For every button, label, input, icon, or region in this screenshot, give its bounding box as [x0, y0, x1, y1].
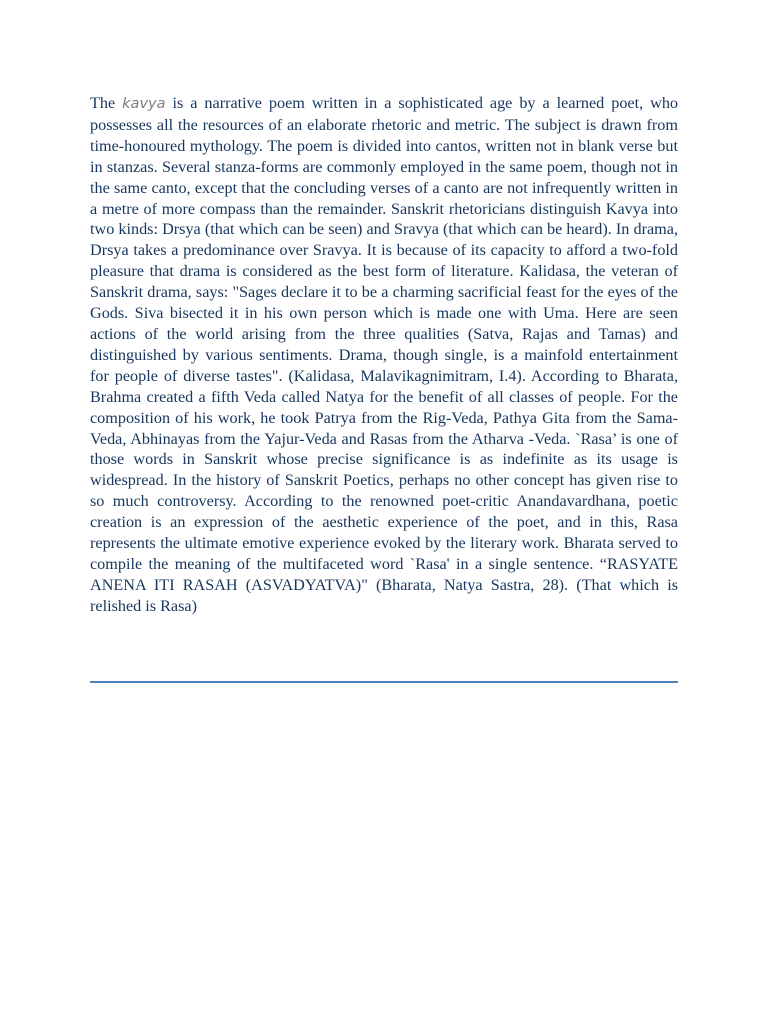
- paragraph-text: is a narrative poem written in a sophisticated age by a learned poet, who possesses all the resources of an elaborate rhetoric and metric. The subject is drawn from time-honoured mythology. The poem is divided into cantos, written not in blank verse but in stanzas. Several stanza-forms are commonly employed in the same poem, though not in the same canto, except that the concluding verses of a canto are not infrequently written in a metre of more compass than the remainder. Sanskrit rhetoricians distinguish Kavya into two kinds: Drsya (that which can be seen) and Sravya (that which can be heard). In drama, Drsya takes a predominance over Sravya. It is because of its capacity to afford a two-fold pleasure that drama is considered as the best form of literature. Kalidasa, the veteran of Sanskrit drama, says: "Sages declare it to be a charming sacrificial feast for the eyes of the Gods. Siva bisected it in his own person which is made one with Uma. Here are seen actions of the world arising from the three qualities (Satva, Rajas and Tamas) and distinguished by various sentiments. Drama, though single, is a mainfold entertainment for people of diverse tastes". (Kalidasa, Malavikagnimitram, I.4). According to Bharata, Brahma created a fifth Veda called Natya for the benefit of all classes of people. For the composition of his work, he took Patrya from the Rig-Veda, Pathya Gita from the Sama-Veda, Abhinayas from the Yajur-Veda and Rasas from the Atharva -Veda. `Rasa’ is one of those words in Sanskrit whose precise significance is as indefinite as its usage is widespread. In the history of Sanskrit Poetics, perhaps no other concept has given rise to so much controversy. According to the renowned poet-critic Anandavardhana, poetic creation is an expression of the aesthetic experience of the poet, and in this, Rasa represents the ultimate emotive experience evoked by the literary work. Bharata served to compile the meaning of the multifaceted word `Rasa' in a single sentence. “RASYATE ANENA ITI RASAH (ASVADYATVA)" (Bharata, Natya Sastra, 28). (That which is relished is Rasa): [90, 94, 679, 615]
- lead-word: The: [90, 94, 116, 112]
- emphasis-term: kavya: [122, 96, 166, 112]
- body-paragraph: [90, 93, 678, 617]
- bottom-divider: [90, 681, 678, 683]
